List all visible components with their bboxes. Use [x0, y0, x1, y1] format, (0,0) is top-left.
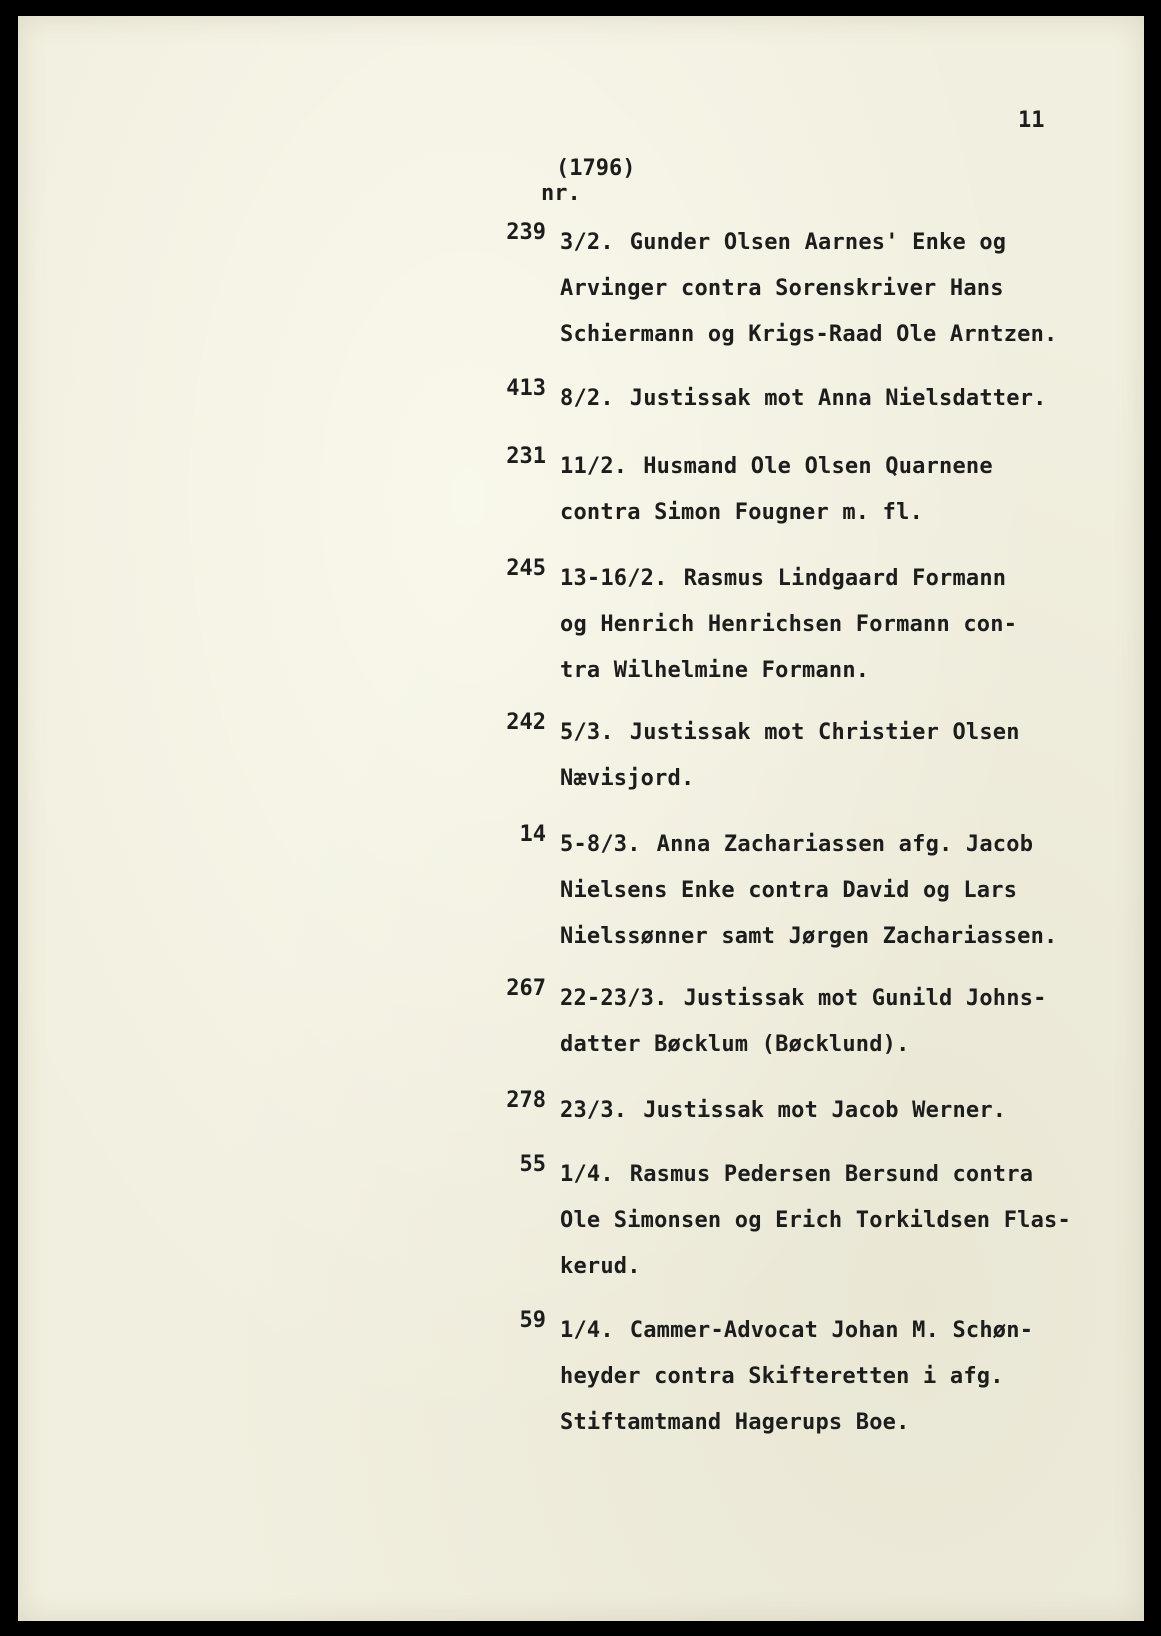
document-page: [18, 16, 1144, 1621]
entry-text: [560, 1308, 1120, 1446]
entry-number: 14: [519, 822, 546, 847]
entry-text: [560, 220, 1120, 358]
entry-date: 5-8/3.: [560, 832, 641, 857]
entry-number: 278: [506, 1088, 546, 1113]
entry-line: 8/2. Justissak mot Anna Nielsdatter.: [560, 386, 1047, 411]
entry-number: 55: [519, 1152, 546, 1177]
entry-line: tra Wilhelmine Formann.: [560, 658, 870, 683]
entry-text: [560, 444, 1120, 536]
entry-line: kerud.: [560, 1254, 641, 1279]
entry-line: Ole Simonsen og Erich Torkildsen Flas-: [560, 1208, 1071, 1233]
entry-text: [560, 1152, 1120, 1290]
entry-line: 23/3. Justissak mot Jacob Werner.: [560, 1098, 1007, 1123]
entry-date: 8/2.: [560, 386, 614, 411]
entry-text: [560, 976, 1120, 1068]
entry-number: 239: [506, 220, 546, 245]
page-number: 11: [1018, 108, 1045, 133]
entry-line: Stiftamtmand Hagerups Boe.: [560, 1410, 910, 1435]
entry-text: [560, 556, 1120, 694]
entry-number: 245: [506, 556, 546, 581]
entry-date: 5/3.: [560, 720, 614, 745]
entry-date: 1/4.: [560, 1318, 614, 1343]
entry-line: Schiermann og Krigs-Raad Ole Arntzen.: [560, 322, 1058, 347]
entry-line: og Henrich Henrichsen Formann con-: [560, 612, 1018, 637]
entry-date: 13-16/2.: [560, 566, 668, 591]
entry-text: [560, 376, 1120, 422]
entry-date: 1/4.: [560, 1162, 614, 1187]
entry-line: contra Simon Fougner m. fl.: [560, 500, 924, 525]
entry-line: 13-16/2. Rasmus Lindgaard Formann: [560, 566, 1007, 591]
entry-text: [560, 822, 1120, 960]
entry-line: Arvinger contra Sorenskriver Hans: [560, 276, 1004, 301]
entry-line: heyder contra Skifteretten i afg.: [560, 1364, 1004, 1389]
entry-number: 242: [506, 710, 546, 735]
entry-line: Nielsens Enke contra David og Lars: [560, 878, 1018, 903]
entry-number: 413: [506, 376, 546, 401]
entry-date: 3/2.: [560, 230, 614, 255]
entry-line: datter Bøcklum (Bøcklund).: [560, 1032, 910, 1057]
entry-line: 5-8/3. Anna Zachariassen afg. Jacob: [560, 832, 1034, 857]
entry-line: 3/2. Gunder Olsen Aarnes' Enke og: [560, 230, 1007, 255]
entry-number: 59: [519, 1308, 546, 1333]
entry-date: 22-23/3.: [560, 986, 668, 1011]
year-label: (1796): [556, 156, 636, 181]
entry-text: [560, 1088, 1120, 1134]
entry-line: 1/4. Rasmus Pedersen Bersund contra: [560, 1162, 1034, 1187]
entry-text: [560, 710, 1120, 802]
entry-line: Nielssønner samt Jørgen Zachariassen.: [560, 924, 1058, 949]
entry-number: 267: [506, 976, 546, 1001]
entry-line: 22-23/3. Justissak mot Gunild Johns-: [560, 986, 1047, 1011]
entry-date: 23/3.: [560, 1098, 628, 1123]
entry-line: Nævisjord.: [560, 766, 695, 791]
entry-line: 5/3. Justissak mot Christier Olsen: [560, 720, 1020, 745]
entry-number: 231: [506, 444, 546, 469]
entry-line: 1/4. Cammer-Advocat Johan M. Schøn-: [560, 1318, 1034, 1343]
entry-line: 11/2. Husmand Ole Olsen Quarnene: [560, 454, 993, 479]
entry-date: 11/2.: [560, 454, 628, 479]
nr-column-label: nr.: [540, 181, 581, 206]
